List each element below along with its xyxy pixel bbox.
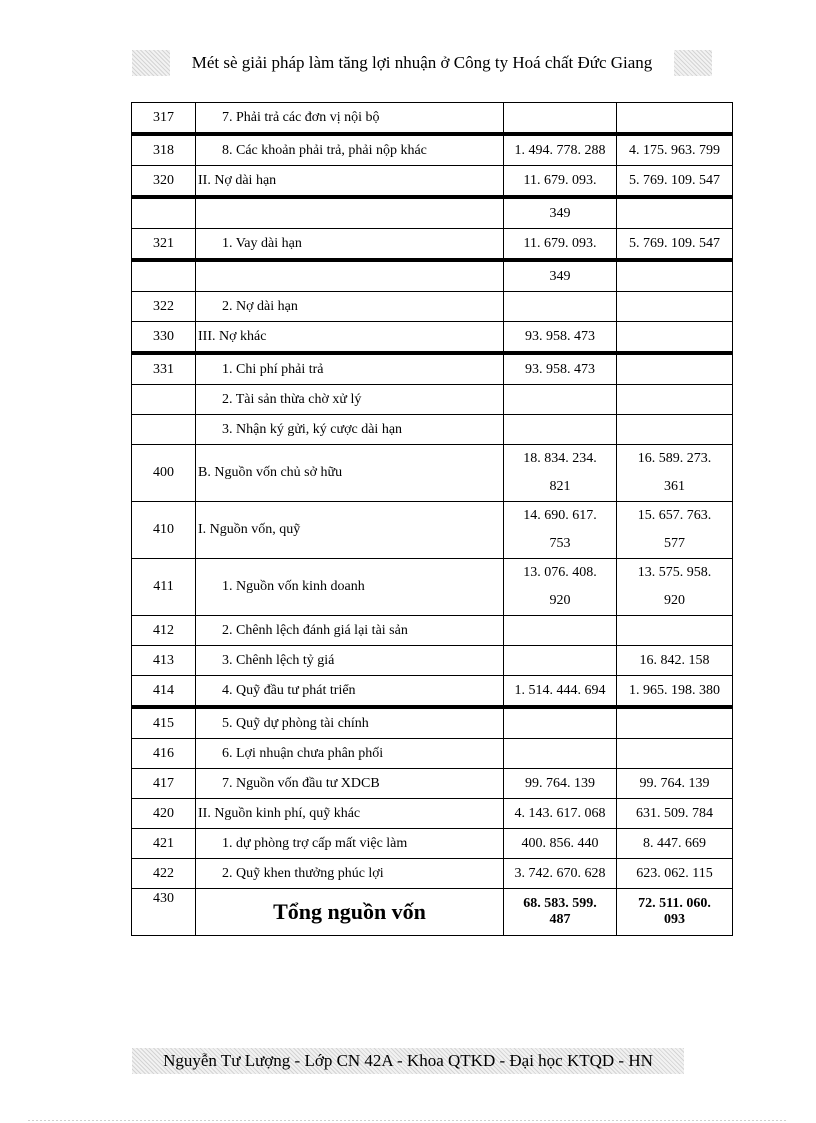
row-value-begin [504,502,617,559]
row-value-end-line2: 361 [664,479,685,494]
row-value-end [617,322,733,354]
row-value-begin: 4. 143. 617. 068 [504,799,617,829]
row-code: 330 [132,322,196,354]
total-code: 430 [132,889,196,936]
row-value-begin: 3. 742. 670. 628 [504,859,617,889]
row-value-end [617,445,733,502]
row-value-end [617,292,733,322]
table-row [132,103,733,135]
row-item-label: 2. Nợ dài hạn [222,298,298,314]
row-value-begin-line2: 920 [549,593,571,608]
row-value-begin [504,707,617,739]
table-row [132,676,733,708]
row-code: 415 [132,707,196,739]
row-value-begin: 349 [504,260,617,292]
table-row [132,859,733,889]
row-item-label: 1. Vay dài hạn [222,235,302,251]
row-value-end [617,103,733,135]
total-value-begin-line1: 68. 583. 599. [523,896,597,911]
table-row [132,707,733,739]
total-value-begin [504,889,617,936]
table-row [132,385,733,415]
row-code: 411 [132,559,196,616]
table-row [132,829,733,859]
row-item [196,707,504,739]
row-item-label: 4. Quỹ đầu tư phát triển [222,682,356,698]
row-value-begin [504,646,617,676]
row-value-begin [504,739,617,769]
table-row [132,229,733,261]
row-code: 422 [132,859,196,889]
row-item [196,859,504,889]
row-item-label: 6. Lợi nhuận chưa phân phối [222,745,384,761]
row-value-end [617,616,733,646]
row-code: 318 [132,134,196,166]
row-value-end [617,353,733,385]
row-item-label: 2. Chênh lệch đánh giá lại tài sản [222,622,408,638]
table-row [132,445,733,502]
row-item [196,353,504,385]
table-row [132,197,733,229]
row-code: 421 [132,829,196,859]
row-item-label: 5. Quỹ dự phòng tài chính [222,715,369,731]
table-row [132,353,733,385]
row-value-end: 5. 769. 109. 547 [617,166,733,198]
row-code: 417 [132,769,196,799]
row-code: 414 [132,676,196,708]
row-value-end [617,502,733,559]
row-item-label: 1. dự phòng trợ cấp mất việc làm [222,835,408,851]
row-item-label: 1. Nguồn vốn kinh doanh [222,579,365,594]
row-item [196,260,504,292]
balance-sheet-table [131,102,733,936]
row-value-begin-line1: 18. 834. 234. [523,451,597,466]
row-value-begin: 400. 856. 440 [504,829,617,859]
table-row [132,616,733,646]
row-code: 331 [132,353,196,385]
row-item: II. Nợ dài hạn [196,166,504,198]
row-code: 410 [132,502,196,559]
total-value-end-line2: 093 [664,912,685,927]
row-item-label: 2. Tài sản thừa chờ xử lý [222,391,362,407]
table-row [132,739,733,769]
row-item-label: 3. Nhận ký gửi, ký cược dài hạn [222,421,403,437]
row-item [196,229,504,261]
row-value-begin: 1. 494. 778. 288 [504,134,617,166]
row-value-end: 631. 509. 784 [617,799,733,829]
table-row [132,415,733,445]
row-value-end [617,260,733,292]
row-code: 413 [132,646,196,676]
table-row [132,502,733,559]
row-code: 416 [132,739,196,769]
bottom-divider [28,1120,788,1121]
row-code [132,385,196,415]
row-code: 322 [132,292,196,322]
table-row [132,559,733,616]
table-row [132,646,733,676]
total-value-end [617,889,733,936]
row-code [132,415,196,445]
row-item [196,676,504,708]
row-value-end: 99. 764. 139 [617,769,733,799]
row-value-begin: 11. 679. 093. [504,229,617,261]
row-item-label: 7. Nguồn vốn đầu tư XDCB [222,775,380,791]
row-value-end-line1: 13. 575. 958. [637,565,712,580]
total-value-end-line1: 72. 511. 060. [638,896,711,911]
row-item: III. Nợ khác [196,322,504,354]
row-value-begin [504,559,617,616]
row-value-begin: 93. 958. 473 [504,322,617,354]
row-item [196,559,504,616]
row-value-end [617,197,733,229]
page-header-title: Mét sè giải pháp làm tăng lợi nhuận ở Công ty Hoá chất Đức Giang [170,50,674,76]
row-item: I. Nguồn vốn, quỹ [196,502,504,559]
row-item-label: 7. Phải trả các đơn vị nội bộ [222,109,380,125]
row-code: 317 [132,103,196,135]
row-item [196,103,504,135]
table-row [132,166,733,198]
row-item [196,616,504,646]
row-code: 412 [132,616,196,646]
row-value-begin: 11. 679. 093. [504,166,617,198]
row-value-end: 4. 175. 963. 799 [617,134,733,166]
row-code: 420 [132,799,196,829]
row-item-label: 2. Quỹ khen thưởng phúc lợi [222,865,384,881]
row-item [196,769,504,799]
row-code: 400 [132,445,196,502]
row-code [132,197,196,229]
row-value-begin [504,103,617,135]
table-row [132,769,733,799]
total-label: Tổng nguồn vốn [196,889,504,936]
row-item [196,829,504,859]
row-value-begin [504,445,617,502]
row-value-end [617,385,733,415]
row-value-end-line1: 15. 657. 763. [637,508,712,523]
row-value-end: 16. 842. 158 [617,646,733,676]
row-code: 320 [132,166,196,198]
row-value-end-line1: 16. 589. 273. [637,451,712,466]
row-item [196,197,504,229]
row-code: 321 [132,229,196,261]
row-value-begin-line2: 753 [549,536,571,551]
row-item [196,415,504,445]
row-value-end [617,415,733,445]
row-value-end-line2: 577 [664,536,685,551]
row-item-label: 8. Các khoản phải trả, phải nộp khác [222,142,427,158]
row-item-label: 3. Chênh lệch tỷ giá [222,652,335,668]
row-code [132,260,196,292]
row-value-begin: 1. 514. 444. 694 [504,676,617,708]
row-item-label: 1. Chi phí phải trả [222,361,324,377]
row-value-begin [504,385,617,415]
row-value-end: 8. 447. 669 [617,829,733,859]
total-row [132,889,733,936]
row-value-end: 623. 062. 115 [617,859,733,889]
page-header [132,50,712,76]
total-value-begin-line2: 487 [549,912,571,927]
row-item: B. Nguồn vốn chủ sở hữu [196,445,504,502]
row-value-end: 1. 965. 198. 380 [617,676,733,708]
table-row [132,799,733,829]
table-row [132,322,733,354]
row-value-begin [504,292,617,322]
row-item: II. Nguồn kinh phí, quỹ khác [196,799,504,829]
row-value-end [617,707,733,739]
row-value-begin-line2: 821 [549,479,571,494]
row-value-begin: 99. 764. 139 [504,769,617,799]
row-item [196,385,504,415]
table-row [132,134,733,166]
row-value-begin [504,415,617,445]
table-row [132,260,733,292]
row-item [196,134,504,166]
row-item [196,739,504,769]
row-item [196,292,504,322]
row-value-end-line2: 920 [664,593,685,608]
row-value-end: 5. 769. 109. 547 [617,229,733,261]
row-value-begin-line1: 13. 076. 408. [523,565,597,580]
row-value-end [617,559,733,616]
row-item [196,646,504,676]
row-value-begin-line1: 14. 690. 617. [523,508,597,523]
row-value-begin: 93. 958. 473 [504,353,617,385]
row-value-end [617,739,733,769]
row-value-begin [504,616,617,646]
row-value-begin: 349 [504,197,617,229]
page-footer: Nguyễn Tư Lượng - Lớp CN 42A - Khoa QTKD - Đại học KTQD - HN [132,1048,684,1074]
table-row [132,292,733,322]
